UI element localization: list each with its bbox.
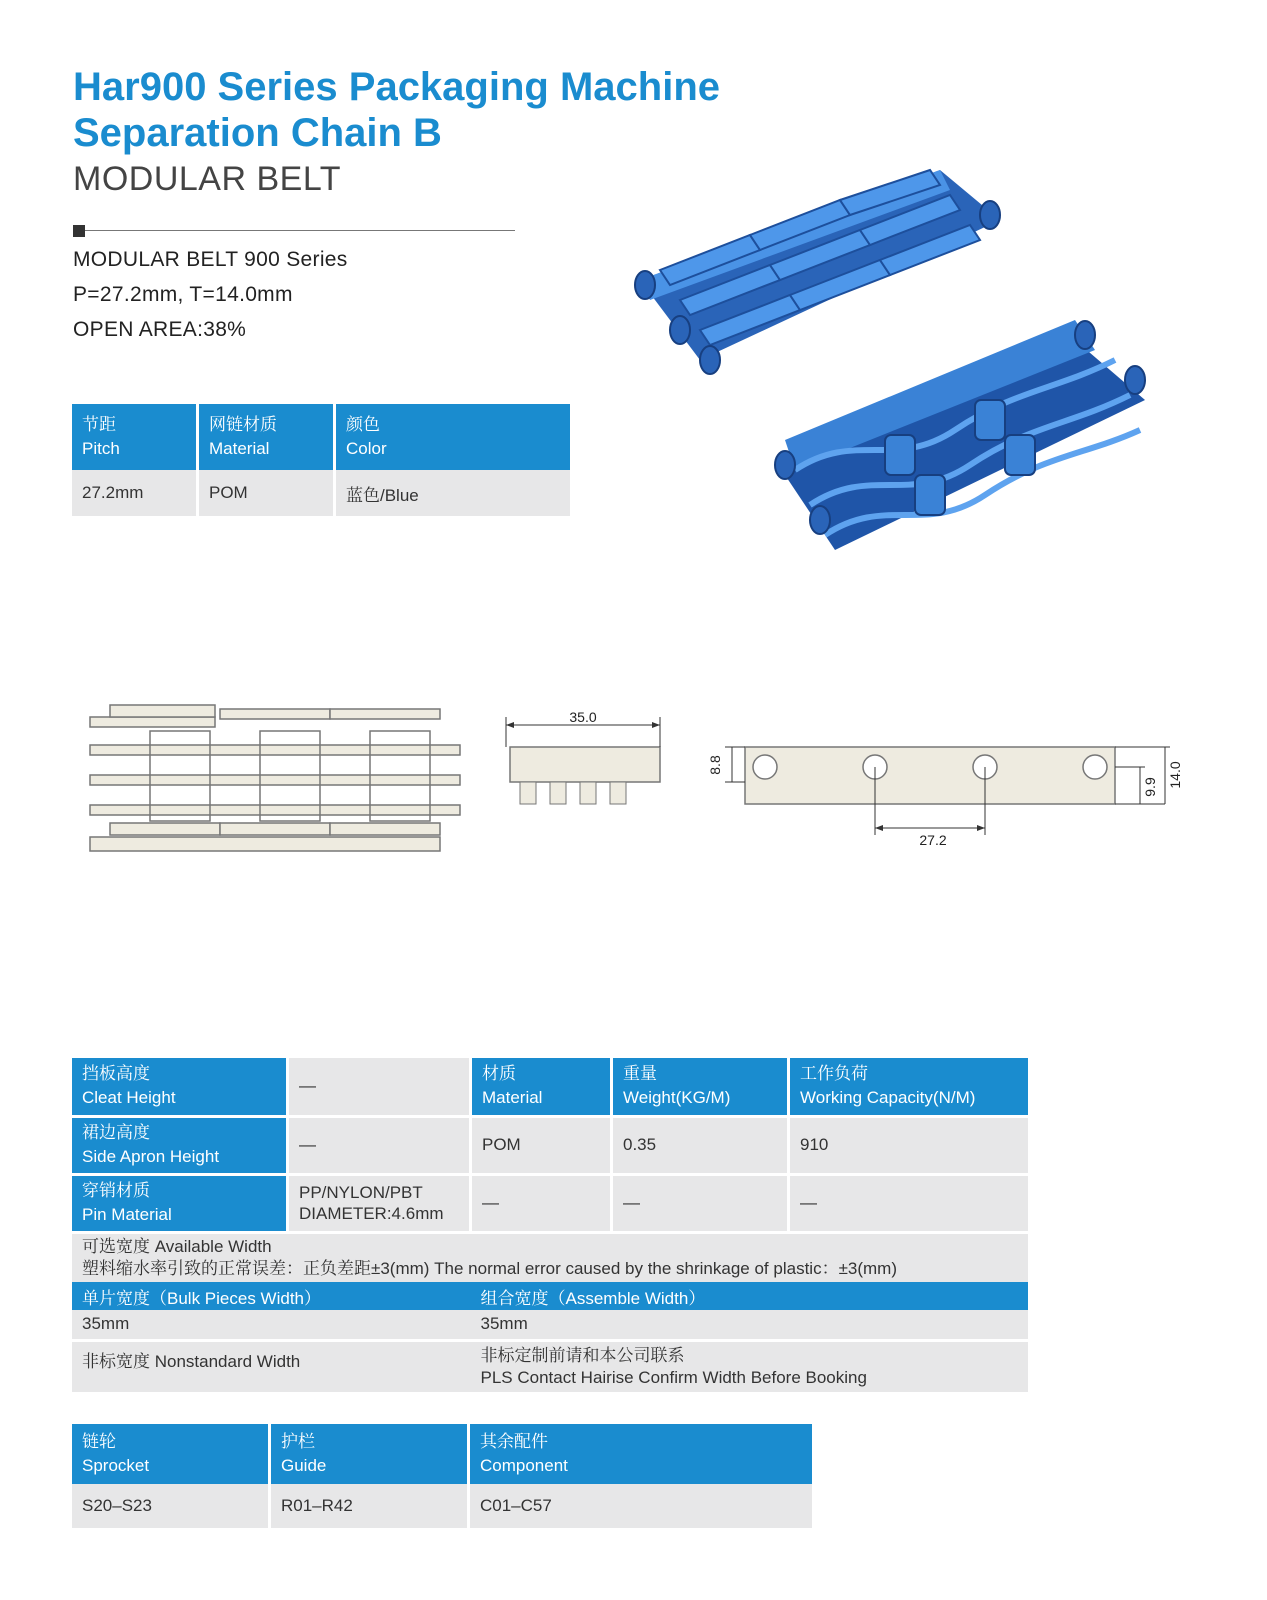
- spec-open-area: OPEN AREA:38%: [73, 318, 247, 341]
- label-side-apron-height: 裙边高度 Side Apron Height: [72, 1116, 288, 1174]
- pitch-material-color-table: [72, 404, 570, 516]
- dim-height-2: 9.9: [1142, 777, 1158, 797]
- value-bulk-width: 35mm: [72, 1310, 471, 1340]
- header-sprocket: 链轮 Sprocket: [72, 1424, 270, 1484]
- value-pin-material: PP/NYLON/PBT DIAMETER:4.6mm: [288, 1174, 471, 1232]
- header-weight: 重量 Weight(KG/M): [612, 1058, 789, 1116]
- product-3d-image: [600, 150, 1160, 570]
- cell-material: POM: [198, 470, 335, 516]
- technical-drawing: [80, 695, 1190, 865]
- cell-guide: R01–R42: [270, 1484, 469, 1528]
- drawing-plan-view: [90, 705, 460, 851]
- value-working-capacity-2: —: [789, 1174, 1029, 1232]
- dim-width: 35.0: [569, 709, 597, 725]
- value-cleat-height: —: [288, 1058, 471, 1116]
- value-assemble-width: 35mm: [471, 1310, 1029, 1340]
- divider-square: [73, 225, 85, 237]
- header-pitch: 节距 Pitch: [72, 404, 198, 470]
- spec-series: MODULAR BELT 900 Series: [73, 248, 348, 271]
- header-color: 颜色 Color: [335, 404, 571, 470]
- value-side-apron-height: —: [288, 1116, 471, 1174]
- drawing-profile-view: [707, 747, 1183, 848]
- title-line-1: Har900 Series Packaging Machine: [73, 65, 720, 109]
- page-title: [73, 64, 720, 156]
- available-width-note: 可选宽度 Available Width 塑料缩水率引致的正常误差：正负差距±3(mm) The normal error caused by the shrinkage of plastic：±3(mm): [72, 1232, 1028, 1282]
- nonstandard-width-note: 非标定制前请和本公司联系 PLS Contact Hairise Confirm Width Before Booking: [471, 1340, 1029, 1392]
- header-assemble-width: 组合宽度（Assemble Width）: [471, 1282, 1029, 1310]
- header-material: 网链材质 Material: [198, 404, 335, 470]
- value-material-2: —: [471, 1174, 612, 1232]
- dim-height-1: 8.8: [707, 755, 723, 775]
- dim-height-3: 14.0: [1167, 761, 1183, 789]
- header-material: 材质 Material: [471, 1058, 612, 1116]
- title-line-2: Separation Chain B: [73, 111, 442, 155]
- header-bulk-width: 单片宽度（Bulk Pieces Width）: [72, 1282, 471, 1310]
- nonstandard-width-label: 非标宽度 Nonstandard Width: [72, 1340, 471, 1392]
- value-material: POM: [471, 1116, 612, 1174]
- belt-bottom-view-3d: [775, 320, 1145, 550]
- subtitle: MODULAR BELT: [73, 160, 341, 198]
- header-component: 其余配件 Component: [469, 1424, 813, 1484]
- value-weight: 0.35: [612, 1116, 789, 1174]
- dim-pitch: 27.2: [919, 832, 947, 848]
- spec-pitch-thickness: P=27.2mm, T=14.0mm: [73, 283, 293, 306]
- divider-line: [85, 230, 515, 231]
- cell-sprocket: S20–S23: [72, 1484, 270, 1528]
- cell-color: 蓝色/Blue: [335, 470, 571, 516]
- header-guide: 护栏 Guide: [270, 1424, 469, 1484]
- accessories-table: [72, 1424, 812, 1528]
- properties-table: [72, 1058, 1028, 1392]
- belt-top-view-3d: [635, 170, 1000, 374]
- header-working-capacity: 工作负荷 Working Capacity(N/M): [789, 1058, 1029, 1116]
- label-pin-material: 穿销材质 Pin Material: [72, 1174, 288, 1232]
- cell-component: C01–C57: [469, 1484, 813, 1528]
- value-weight-2: —: [612, 1174, 789, 1232]
- value-working-capacity: 910: [789, 1116, 1029, 1174]
- label-cleat-height: 挡板高度 Cleat Height: [72, 1058, 288, 1116]
- drawing-side-view: [506, 709, 660, 804]
- cell-pitch: 27.2mm: [72, 470, 198, 516]
